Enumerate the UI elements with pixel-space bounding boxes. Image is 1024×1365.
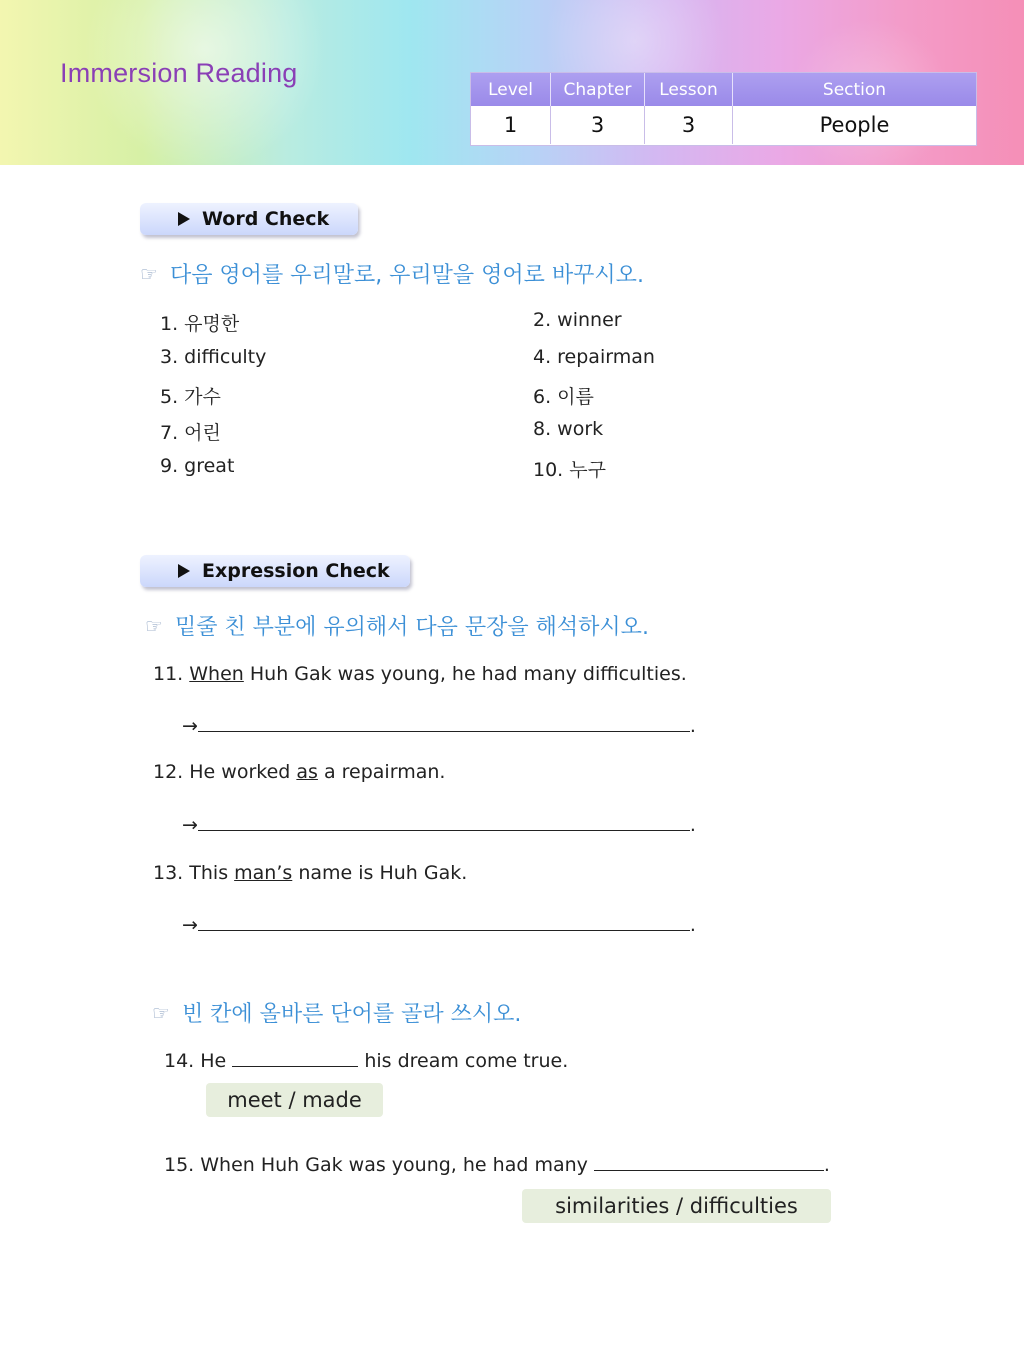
- question-number: 11.: [153, 663, 184, 685]
- word-item-6: 6. 이름: [533, 386, 594, 408]
- expression-check-instruction-text: 밑줄 친 부분에 유의해서 다음 문장을 해석하시오.: [174, 615, 649, 640]
- answer-12[interactable]: [182, 812, 696, 836]
- section-value: People: [819, 113, 890, 137]
- word-item-2: 2. winner: [533, 309, 622, 331]
- question-text: 15. When Huh Gak was young, he had many: [164, 1154, 594, 1176]
- pointing-hand-icon: ☞: [152, 1000, 170, 1025]
- arrow-icon: →: [182, 814, 198, 836]
- question-12: [153, 761, 445, 783]
- answer-line[interactable]: [198, 912, 690, 931]
- header-banner: [0, 0, 1024, 165]
- word-item-1: 1. 유명한: [160, 313, 240, 335]
- question-text: name is Huh Gak.: [292, 862, 468, 884]
- arrow-icon: →: [182, 715, 198, 737]
- brand-title: Immersion Reading: [60, 58, 298, 88]
- blank-line[interactable]: [594, 1152, 824, 1171]
- question-text: his dream come true.: [358, 1050, 569, 1072]
- word-item-3: 3. difficulty: [160, 346, 267, 368]
- fill-blank-instruction: [152, 997, 521, 1028]
- word-check-instruction: [140, 258, 644, 289]
- word-item-4: 4. repairman: [533, 346, 655, 368]
- level-value: 1: [471, 106, 551, 144]
- arrow-icon: →: [182, 914, 198, 936]
- question-text: a repairman.: [317, 761, 446, 783]
- question-13: [153, 862, 467, 884]
- column-level: Level: [471, 73, 551, 106]
- question-text: Huh Gak was young, he had many difficulties.: [243, 663, 687, 685]
- lesson-info-header: [471, 73, 976, 106]
- blank-line[interactable]: [232, 1048, 358, 1067]
- answer-line[interactable]: [198, 812, 690, 831]
- lesson-info-values: [471, 106, 976, 144]
- answer-line[interactable]: [198, 713, 690, 732]
- answer-11[interactable]: [182, 713, 696, 737]
- word-item-8: 8. work: [533, 418, 604, 440]
- question-number: 12.: [153, 761, 184, 783]
- word-check-instruction-text: 다음 영어를 우리말로, 우리말을 영어로 바꾸시오.: [169, 263, 644, 288]
- lesson-info-table: [470, 72, 977, 146]
- choice-box-15: similarities / difficulties: [522, 1189, 831, 1223]
- column-section: Section: [822, 79, 887, 100]
- chapter-value: 3: [551, 106, 645, 144]
- answer-period: .: [689, 715, 696, 737]
- underlined-phrase: man’s: [234, 862, 293, 884]
- question-text: 14. He: [164, 1050, 233, 1072]
- question-11: [153, 663, 687, 685]
- column-lesson: Lesson: [645, 73, 733, 106]
- lesson-value: 3: [645, 106, 733, 144]
- word-check-heading: [140, 203, 358, 235]
- underlined-phrase: as: [296, 761, 318, 783]
- question-text: .: [823, 1154, 830, 1176]
- pointing-hand-icon: ☞: [140, 261, 158, 286]
- expression-check-instruction: [145, 610, 649, 641]
- answer-13[interactable]: [182, 912, 696, 936]
- question-15: [164, 1152, 830, 1176]
- underlined-phrase: When: [189, 663, 244, 685]
- play-triangle-icon: [178, 564, 190, 578]
- expression-check-title: Expression Check: [202, 560, 390, 582]
- fill-blank-instruction-text: 빈 칸에 올바른 단어를 골라 쓰시오.: [181, 1002, 522, 1027]
- word-item-5: 5. 가수: [160, 386, 221, 408]
- answer-period: .: [689, 814, 696, 836]
- column-chapter: Chapter: [551, 73, 645, 106]
- question-14: [164, 1048, 568, 1072]
- word-item-10: 10. 누구: [533, 459, 606, 481]
- question-text: This: [189, 862, 235, 884]
- choice-box-14: meet / made: [206, 1083, 383, 1117]
- word-check-title: Word Check: [202, 208, 330, 230]
- answer-period: .: [689, 914, 696, 936]
- pointing-hand-icon: ☞: [145, 613, 163, 638]
- word-item-9: 9. great: [160, 455, 235, 477]
- word-item-7: 7. 어린: [160, 422, 221, 444]
- expression-check-heading: [140, 555, 410, 587]
- question-text: He worked: [189, 761, 297, 783]
- play-triangle-icon: [178, 212, 190, 226]
- question-number: 13.: [153, 862, 184, 884]
